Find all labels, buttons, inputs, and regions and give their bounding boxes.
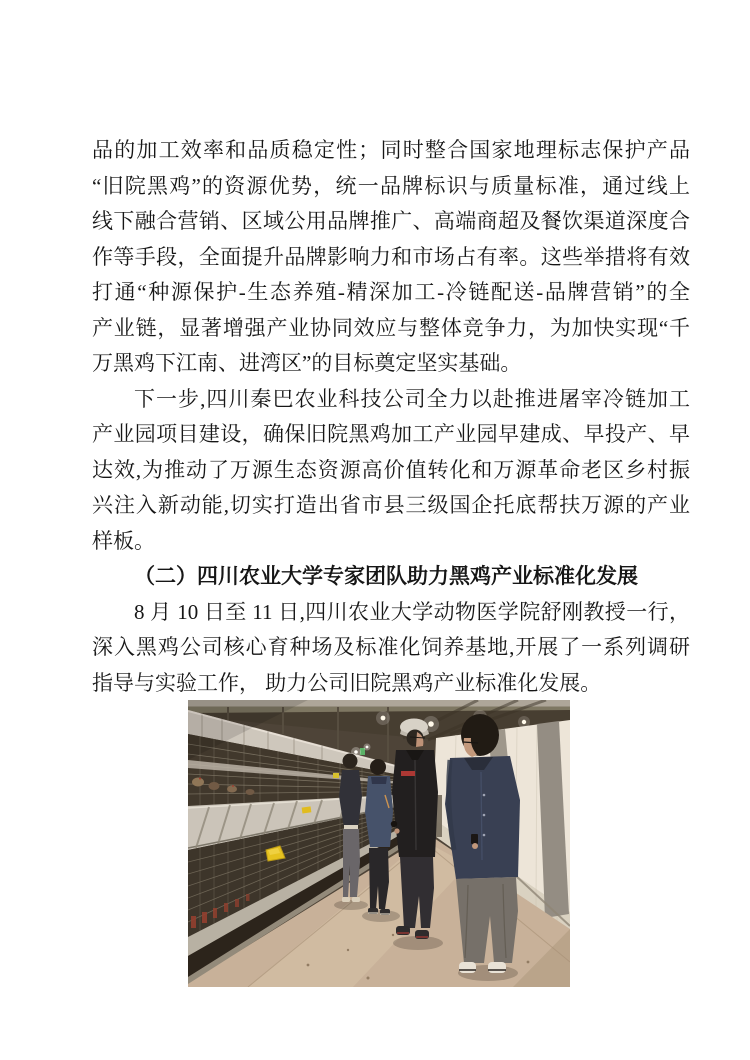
section-heading: （二）四川农业大学专家团队助力黑鸡产业标准化发展 <box>134 564 638 588</box>
text-line: 线下融合营销、区域公用品牌推广、高端商超及餐饮渠道深度合 <box>92 209 690 233</box>
site-visit-photo-graphic <box>188 700 570 987</box>
document-text <box>92 133 690 701</box>
text-line: “旧院黑鸡”的资源优势，统一品牌标识与质量标准，通过线上 <box>92 173 690 198</box>
text-line: 样板。 <box>92 528 155 553</box>
text-line: 8 月 10 日至 11 日,四川农业大学动物医学院舒刚教授一行， <box>134 599 690 624</box>
text-line: 作等手段，全面提升品牌影响力和市场占有率。这些举措将有效 <box>92 244 690 269</box>
text-line: 指导与实验工作， 助力公司旧院黑鸡产业标准化发展。 <box>92 670 602 695</box>
site-visit-photo <box>188 700 570 987</box>
text-line: 品的加工效率和品质稳定性；同时整合国家地理标志保护产品 <box>92 138 690 162</box>
text-line: 产业链，显著增强产业协同效应与整体竞争力，为加快实现“千 <box>92 315 690 340</box>
text-line: 打通“种源保护-生态养殖-精深加工-冷链配送-品牌营销”的全 <box>92 280 690 304</box>
warm-overlay <box>188 700 570 987</box>
text-line: 深入黑鸡公司核心育种场及标准化饲养基地,开展了一系列调研 <box>92 635 690 659</box>
text-line: 下一步,四川秦巴农业科技公司全力以赴推进屠宰冷链加工 <box>134 386 690 411</box>
text-line: 万黑鸡下江南、进湾区”的目标奠定坚实基础。 <box>92 351 522 375</box>
text-line: 达效,为推动了万源生态资源高价值转化和万源革命老区乡村振 <box>92 457 690 482</box>
text-line: 兴注入新动能,切实打造出省市县三级国企托底帮扶万源的产业 <box>92 493 690 517</box>
text-line: 产业园项目建设，确保旧院黑鸡加工产业园早建成、早投产、早 <box>92 422 690 446</box>
